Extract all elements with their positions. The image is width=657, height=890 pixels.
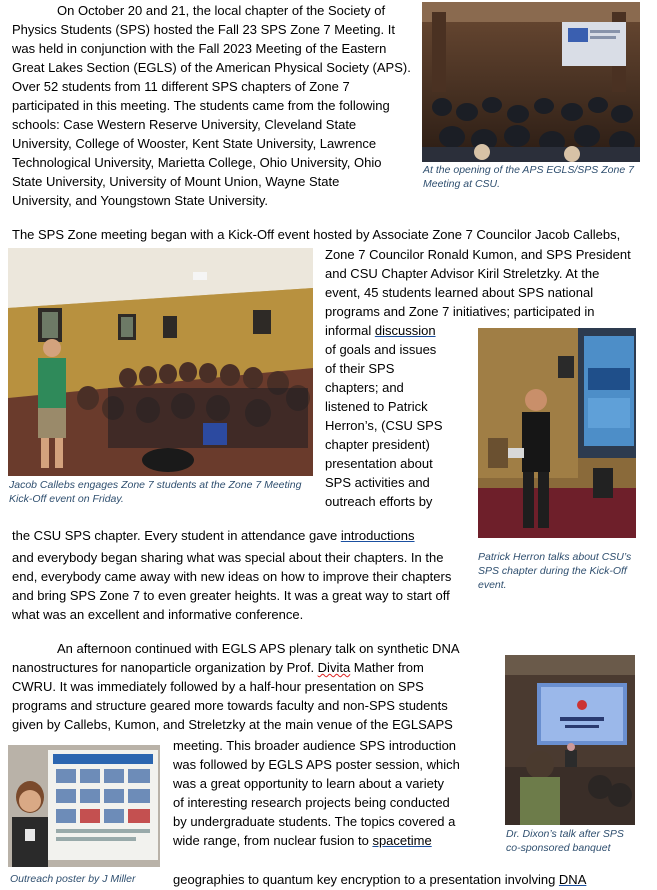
text-line: presentation about	[325, 456, 433, 471]
text-line: Technological University, Marietta College, Ohio University, Ohio	[12, 155, 382, 170]
caption-callebs-line: Kick-Off event on Friday.	[9, 493, 124, 505]
text-span: nanostructures for nanoparticle organization by Prof.	[12, 660, 318, 675]
text-line	[325, 323, 436, 338]
text-line: An afternoon continued with EGLS APS plenary talk on synthetic DNA	[57, 641, 460, 656]
text-line	[12, 528, 415, 543]
text-line: listened to Patrick	[325, 399, 428, 414]
text-line: Great Lakes Section (EGLS) of the American Physical Society (APS).	[12, 60, 411, 75]
callebs-photo	[8, 248, 313, 476]
text-line: chapters; and	[325, 380, 404, 395]
text-line: participated in this meeting. The students came from the following	[12, 98, 390, 113]
text-line: was a great opportunity to learn about a variety	[173, 776, 444, 791]
text-line: University, and Youngstown State University.	[12, 193, 269, 208]
dixon-photo	[505, 655, 635, 825]
text-line: end, everybody came away with new ideas on how to improve their chapters	[12, 569, 452, 584]
text-span: informal	[325, 323, 375, 338]
text-line: and bring SPS Zone 7 to even greater heights. It was a great way to start off	[12, 588, 450, 603]
text-line: Over 52 students from 11 different SPS chapters of Zone 7	[12, 79, 350, 94]
text-line	[173, 872, 586, 887]
text-line: outreach efforts by	[325, 494, 433, 509]
text-line: University, College of Wooster, Kent State University, Lawrence	[12, 136, 377, 151]
text-line: programs and structure geared more towards faculty and non-SPS students	[12, 698, 448, 713]
text-line: Physics Students (SPS) hosted the Fall 23 SPS Zone 7 Meeting. It	[12, 22, 395, 37]
text-line	[12, 660, 424, 675]
text-span: wide range, from nuclear fusion to	[173, 833, 373, 848]
text-line: of interesting research projects being conducted	[173, 795, 450, 810]
text-line	[173, 833, 432, 848]
caption-opening-line: Meeting at CSU.	[423, 178, 501, 190]
dna-link[interactable]: DNA	[558, 872, 587, 887]
text-span: geographies to quantum key encryption to a presentation involving	[173, 872, 559, 887]
discussion-link[interactable]: discussion	[374, 323, 436, 338]
caption-callebs-line: Jacob Callebs engages Zone 7 students at the Zone 7 Meeting	[9, 479, 302, 491]
text-line: SPS activities and	[325, 475, 430, 490]
poster-photo	[8, 745, 160, 867]
text-line: and everybody began sharing what was special about their chapters. In the	[12, 550, 444, 565]
text-line: and CSU Chapter Advisor Kiril Streletzky. At the	[325, 266, 600, 281]
caption-herron-line: event.	[478, 579, 507, 591]
text-line: was followed by EGLS APS poster session, which	[173, 757, 460, 772]
caption-poster: Outreach poster by J Miller	[10, 873, 136, 885]
text-line: what was an excellent and informative conference.	[12, 607, 304, 622]
text-line: event, 45 students learned about SPS national	[325, 285, 594, 300]
opening-photo	[422, 2, 640, 162]
herron-photo	[478, 328, 636, 538]
text-span: the CSU SPS chapter. Every student in attendance gave	[12, 528, 341, 543]
text-line: CWRU. It was immediately followed by a half-hour presentation on SPS	[12, 679, 424, 694]
introductions-link[interactable]: introductions	[340, 528, 415, 543]
text-line: of their SPS	[325, 361, 395, 376]
text-line: Herron’s, (CSU SPS	[325, 418, 443, 433]
text-line: The SPS Zone meeting began with a Kick-Off event hosted by Associate Zone 7 Councilor Jacob Callebs,	[12, 227, 621, 242]
caption-dixon-line: Dr. Dixon’s talk after SPS	[506, 828, 624, 840]
spacetime-link[interactable]: spacetime	[372, 833, 432, 848]
text-line: given by Callebs, Kumon, and Streletzky at the main venue of the EGLSAPS	[12, 717, 453, 732]
spellcheck-word: Divita	[317, 660, 351, 675]
text-line: schools: Case Western Reserve University, Cleveland State	[12, 117, 357, 132]
text-line: by undergraduate students. The topics covered a	[173, 814, 456, 829]
caption-herron-line: Patrick Herron talks about CSU’s	[478, 551, 632, 563]
text-line: Zone 7 Councilor Ronald Kumon, and SPS President	[325, 247, 631, 262]
text-line: On October 20 and 21, the local chapter of the Society of	[57, 3, 386, 18]
text-span: Mather from	[350, 660, 424, 675]
caption-opening-line: At the opening of the APS EGLS/SPS Zone 7	[423, 164, 634, 176]
text-line: was held in conjunction with the Fall 2023 Meeting of the Eastern	[12, 41, 387, 56]
caption-herron-line: SPS chapter during the Kick-Off	[478, 565, 627, 577]
text-line: programs and Zone 7 initiatives; participated in	[325, 304, 595, 319]
text-line: meeting. This broader audience SPS introduction	[173, 738, 457, 753]
text-line: of goals and issues	[325, 342, 437, 357]
caption-dixon-line: co-sponsored banquet	[506, 842, 611, 854]
text-line: State University, University of Mount Union, Wayne State	[12, 174, 340, 189]
text-line: chapter president)	[325, 437, 430, 452]
